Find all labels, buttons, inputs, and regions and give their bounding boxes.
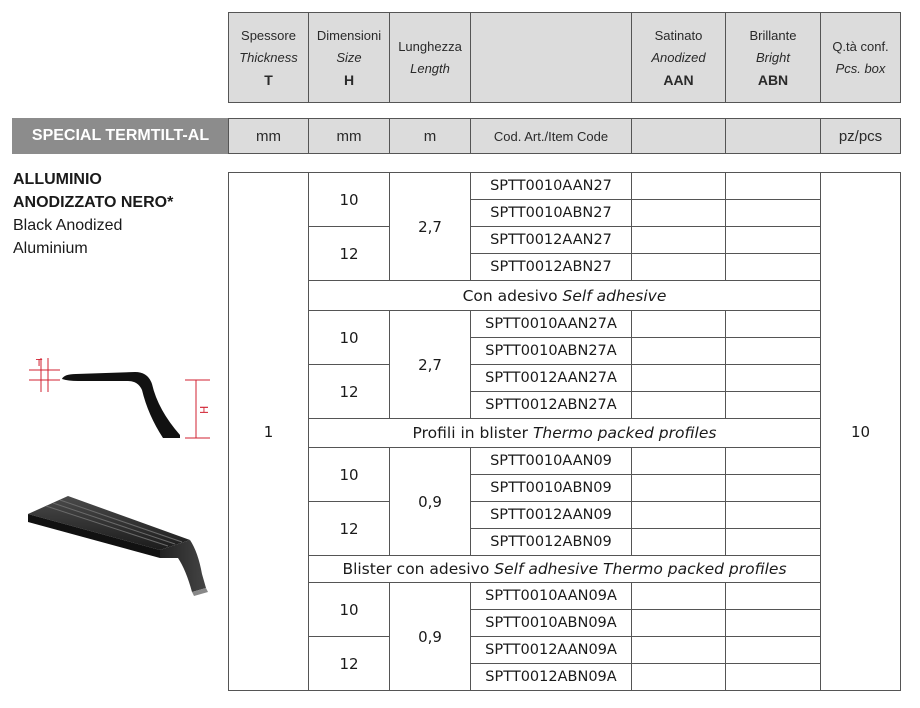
section-label-it: Blister con adesivo (342, 560, 490, 578)
item-code: SPTT0012ABN27A (471, 392, 632, 419)
anodized-cell (632, 338, 726, 365)
item-code: SPTT0012AAN09 (471, 502, 632, 529)
length-cell: 2,7 (390, 311, 471, 419)
header-size-it: Dimensioni (316, 27, 382, 43)
anodized-cell (632, 502, 726, 529)
header-thickness-en: Thickness (239, 49, 298, 65)
bright-cell (726, 392, 821, 419)
anodized-cell (632, 610, 726, 637)
header-anodized (631, 12, 726, 103)
header-code (470, 12, 632, 103)
size-cell: 10 (309, 448, 390, 502)
product-line-4: Aluminium (13, 240, 88, 257)
bright-cell (726, 227, 821, 254)
anodized-cell (632, 664, 726, 691)
header-thickness (228, 12, 309, 103)
bright-cell (726, 502, 821, 529)
bright-cell (726, 529, 821, 556)
size-cell: 12 (309, 365, 390, 419)
header-size (308, 12, 390, 103)
item-code: SPTT0012ABN09A (471, 664, 632, 691)
header-qty (820, 12, 901, 103)
anodized-cell (632, 637, 726, 664)
product-line-3: Black Anodized (13, 217, 123, 234)
header-bright (725, 12, 821, 103)
header-anodized-sym: AAN (663, 71, 694, 88)
item-code: SPTT0010AAN27A (471, 311, 632, 338)
length-cell: 0,9 (390, 448, 471, 556)
anodized-cell (632, 311, 726, 338)
header-bright-en: Bright (756, 49, 790, 65)
anodized-cell (632, 392, 726, 419)
bright-cell (726, 610, 821, 637)
product-line-1: ALLUMINIO (13, 171, 102, 188)
item-code: SPTT0012AAN27 (471, 227, 632, 254)
bright-cell (726, 365, 821, 392)
size-cell: 10 (309, 173, 390, 227)
header-size-en: Size (336, 49, 362, 65)
size-cell: 12 (309, 502, 390, 556)
item-code: SPTT0012ABN27 (471, 254, 632, 281)
section-header (309, 556, 821, 583)
size-cell: 10 (309, 583, 390, 637)
item-code: SPTT0012AAN27A (471, 365, 632, 392)
header-length-it: Lunghezza (398, 38, 462, 54)
product-description (13, 168, 223, 260)
header-thickness-sym: T (264, 71, 273, 88)
bright-cell (726, 583, 821, 610)
anodized-cell (632, 529, 726, 556)
header-length (389, 12, 471, 103)
thickness-value: 1 (229, 173, 309, 691)
item-code: SPTT0012AAN09A (471, 637, 632, 664)
header-qty-it: Q.tà conf. (832, 38, 889, 54)
anodized-cell (632, 254, 726, 281)
size-cell: 12 (309, 637, 390, 691)
header-length-en: Length (410, 60, 450, 76)
product-3d-image (20, 488, 220, 598)
unit-anodized (631, 118, 726, 154)
anodized-cell (632, 173, 726, 200)
header-thickness-it: Spessore (241, 27, 296, 43)
header-bright-sym: ABN (757, 71, 789, 88)
drawing-t-label: T (36, 358, 43, 369)
anodized-cell (632, 227, 726, 254)
bright-cell (726, 637, 821, 664)
unit-length: m (389, 118, 471, 154)
size-cell: 12 (309, 227, 390, 281)
item-code: SPTT0012ABN09 (471, 529, 632, 556)
unit-bright (725, 118, 821, 154)
qty-value: 10 (821, 173, 901, 691)
section-label-it: Con adesivo (462, 286, 558, 305)
product-family-title: SPECIAL TERMTILT-AL (12, 118, 229, 154)
product-line-2: ANODIZZATO NERO* (13, 194, 174, 211)
section-label-en: Self adhesive Thermo packed profiles (494, 560, 787, 578)
item-code: SPTT0010ABN09A (471, 610, 632, 637)
unit-size: mm (308, 118, 390, 154)
unit-qty: pz/pcs (820, 118, 901, 154)
length-cell: 0,9 (390, 583, 471, 691)
profile-section-shape (62, 372, 180, 438)
item-code: SPTT0010AAN09 (471, 448, 632, 475)
unit-thickness: mm (228, 118, 309, 154)
header-size-sym: H (343, 71, 355, 88)
bright-cell (726, 173, 821, 200)
header-qty-en: Pcs. box (835, 60, 886, 76)
section-label-en: Thermo packed profiles (532, 424, 717, 442)
bright-cell (726, 200, 821, 227)
item-code: SPTT0010ABN27A (471, 338, 632, 365)
header-bright-it: Brillante (749, 27, 797, 43)
item-code: SPTT0010ABN09 (471, 475, 632, 502)
anodized-cell (632, 475, 726, 502)
section-label-en: Self adhesive (562, 286, 667, 305)
section-label-it: Profili in blister (412, 424, 529, 442)
anodized-cell (632, 365, 726, 392)
length-cell: 2,7 (390, 173, 471, 281)
anodized-cell (632, 448, 726, 475)
item-code: SPTT0010AAN27 (471, 173, 632, 200)
bright-cell (726, 664, 821, 691)
item-code: SPTT0010AAN09A (471, 583, 632, 610)
profile-technical-drawing (20, 350, 220, 445)
size-cell: 10 (309, 311, 390, 365)
drawing-h-label: H (198, 405, 211, 414)
anodized-cell (632, 200, 726, 227)
section-header (309, 419, 821, 448)
header-anodized-en: Anodized (651, 49, 706, 65)
anodized-cell (632, 583, 726, 610)
bright-cell (726, 254, 821, 281)
section-header (309, 281, 821, 311)
bright-cell (726, 448, 821, 475)
bright-cell (726, 311, 821, 338)
header-anodized-it: Satinato (654, 27, 703, 43)
bright-cell (726, 475, 821, 502)
product-code-table (228, 172, 901, 691)
bright-cell (726, 338, 821, 365)
item-code: SPTT0010ABN27 (471, 200, 632, 227)
unit-item-code: Cod. Art./Item Code (470, 118, 632, 154)
